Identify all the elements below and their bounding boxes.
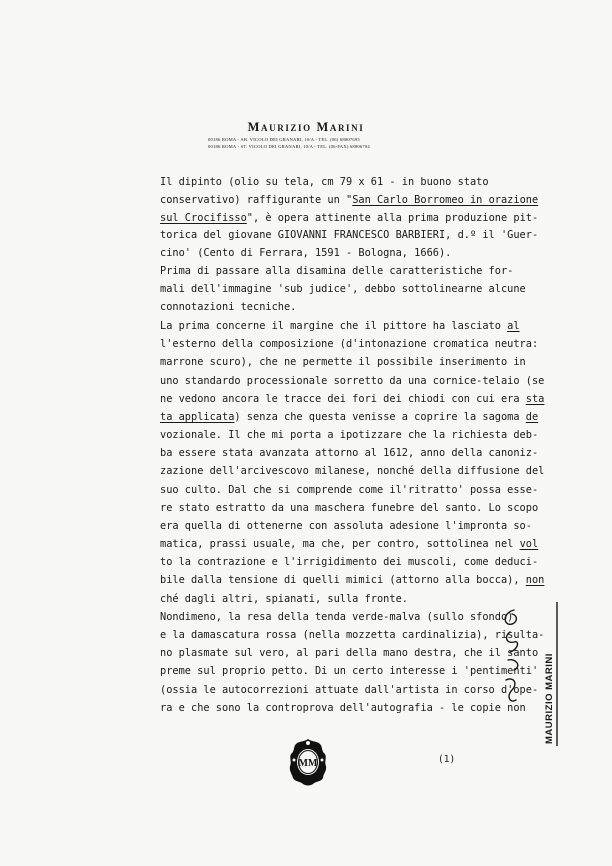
stamp-monogram: MM — [298, 758, 318, 769]
text-line — [160, 684, 538, 696]
text-segment: no plasmate sul vero, al pari della mano destra, che il santo — [160, 647, 539, 659]
text-segment: ra e che sono la controprova dell'autografia - le copie non — [160, 702, 526, 714]
text-line — [160, 338, 538, 350]
text-segment: ", è opera attinente alla prima produzione pit- — [246, 212, 539, 224]
text-line — [160, 229, 538, 241]
text-line — [160, 176, 489, 188]
text-line — [160, 194, 538, 206]
seal-stamp-icon — [288, 738, 328, 786]
text-segment: Prima di passare alla disamina delle caratteristiche for- — [160, 265, 514, 277]
text-line — [160, 574, 544, 586]
text-line — [160, 629, 544, 641]
underlined-text: ta applicata — [160, 411, 235, 423]
text-line — [160, 520, 532, 532]
underlined-text: sul Crocifisso — [160, 212, 247, 224]
text-segment: uno standardo processionale sorretto da una cornice-telaio (se — [160, 375, 545, 387]
text-segment: bile dalla tensione di quelli mimici (attorno alla bocca), — [160, 574, 526, 586]
text-line — [160, 265, 513, 277]
text-segment: Nondimeno, la resa della tenda verde-malva (sullo sfondo) — [160, 611, 514, 623]
text-segment: marrone scuro), che ne permette il possibile inserimento in — [160, 356, 526, 368]
letterhead-address-1: 00186 ROMA - AB. VICOLO DEI GRANARI, 10/A - TEL. (06) 68807695 — [208, 137, 360, 142]
page-number: (1) — [438, 754, 456, 765]
text-segment: ché dagli altri, spianati, sulla fronte. — [160, 593, 408, 605]
text-segment: preme sul proprio petto. Di un certo interesse i 'pentimenti' — [160, 665, 539, 677]
text-line — [160, 465, 544, 477]
underlined-text: non — [525, 574, 545, 586]
underlined-text: sta — [525, 393, 545, 405]
signature-stamp-text: MAURIZIO MARINI — [544, 653, 555, 744]
text-line — [160, 665, 538, 677]
text-segment: torica del giovane GIOVANNI FRANCESCO BARBIERI, d.º il 'Guer- — [160, 229, 539, 241]
text-line — [160, 283, 526, 295]
underlined-text: al — [507, 320, 520, 332]
text-segment: era quella di ottenerne con assoluta adesione l'impronta so- — [160, 520, 532, 532]
text-line — [160, 702, 526, 714]
text-segment: cino' (Cento di Ferrara, 1591 - Bologna, 1666). — [160, 247, 452, 259]
text-segment: matica, prassi usuale, ma che, per contro, sottolinea nel — [160, 538, 520, 550]
text-line — [160, 593, 408, 605]
text-segment: connotazioni tecniche. — [160, 301, 297, 313]
text-line — [160, 538, 538, 550]
text-line — [160, 375, 544, 387]
text-segment: ba essere stata avanzata attorno al 1612, anno della canoniz- — [160, 447, 539, 459]
letterhead-address-2: 00186 ROMA - ST. VICOLO DEI GRANARI, 10/A - TEL. (06-FAX) 68806704 — [208, 144, 370, 149]
text-line — [160, 556, 538, 568]
text-segment: (ossia le autocorrezioni attuate dall'artista in corso d'ope- — [160, 684, 539, 696]
text-line — [160, 647, 538, 659]
underlined-text: vol — [519, 538, 539, 550]
text-segment: mali dell'immagine 'sub judice', debbo sottolinearne alcune — [160, 283, 526, 295]
text-line — [160, 393, 544, 405]
text-segment: Il dipinto (olio su tela, cm 79 x 61 - in buono stato — [160, 176, 489, 188]
text-segment: e la damascatura rossa (nella mozzetta cardinalizia), risulta- — [160, 629, 545, 641]
text-segment: ne vedono ancora le tracce dei fori dei chiodi con cui era — [160, 393, 526, 405]
text-line — [160, 484, 538, 496]
text-line — [160, 320, 520, 332]
underlined-text: San Carlo Borromeo in orazione — [352, 194, 539, 206]
signature-stamp-icon — [496, 596, 566, 756]
text-segment: l'esterno della composizione (d'intonazione cromatica neutra: — [160, 338, 539, 350]
text-line — [160, 502, 538, 514]
text-segment: vozionale. Il che mi porta a ipotizzare che la richiesta deb- — [160, 429, 539, 441]
text-line — [160, 212, 538, 224]
text-line — [160, 356, 526, 368]
text-line — [160, 429, 538, 441]
text-line — [160, 611, 513, 623]
text-line — [160, 447, 538, 459]
text-segment: ) senza che questa venisse a coprire la sagoma — [234, 411, 526, 423]
text-segment: re stato estratto da una maschera funebre del santo. Lo scopo — [160, 502, 539, 514]
text-segment: suo culto. Dal che si comprende come il'ritratto' possa esse- — [160, 484, 539, 496]
text-line — [160, 411, 538, 423]
text-segment: zazione dell'arcivescovo milanese, nonché della diffusione del — [160, 465, 545, 477]
text-line — [160, 247, 451, 259]
underlined-text: de — [525, 411, 539, 423]
text-line — [160, 301, 296, 313]
letterhead-name: Maurizio Marini — [247, 120, 365, 134]
text-segment: La prima concerne il margine che il pittore ha lasciato — [160, 320, 508, 332]
text-segment: conservativo) raffigurante un " — [160, 194, 353, 206]
text-segment: to la contrazione e l'irrigidimento dei muscoli, come deduci- — [160, 556, 539, 568]
